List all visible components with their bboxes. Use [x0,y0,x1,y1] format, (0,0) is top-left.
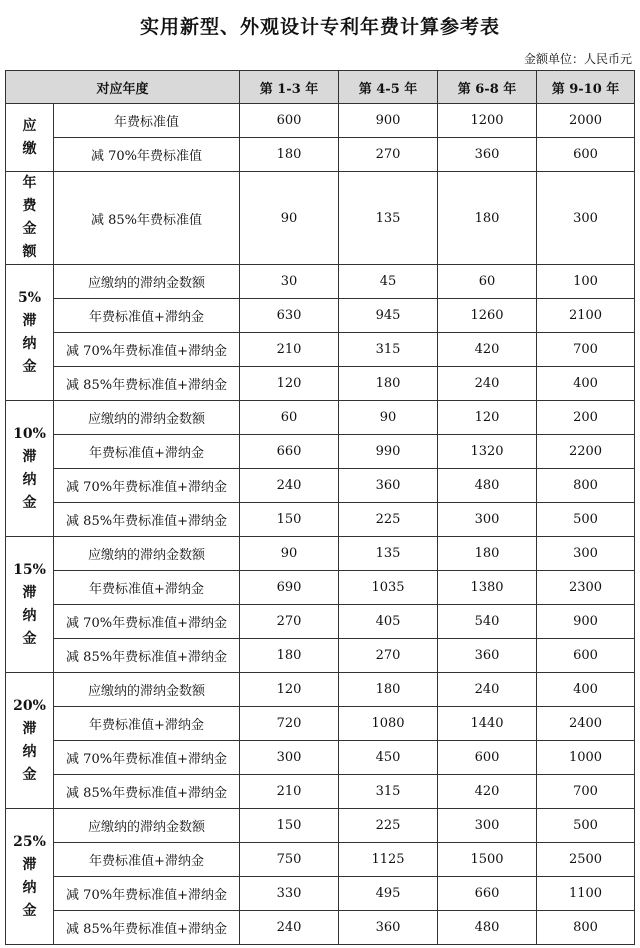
row-label: 年费标准值 [54,104,240,138]
group-label-line: 15% [13,561,46,578]
fee-value-cell: 330 [240,877,339,911]
fee-table [5,70,635,945]
fee-value-cell: 400 [537,367,635,401]
row-label: 年费标准值+滞纳金 [54,571,240,605]
row-label: 应缴纳的滞纳金数额 [54,673,240,707]
row-label: 减 70%年费标准值+滞纳金 [54,877,240,911]
fee-value-cell: 180 [438,537,537,571]
fee-value-cell: 1320 [438,435,537,469]
row-label: 减 85%年费标准值+滞纳金 [54,367,240,401]
fee-value-cell: 2300 [537,571,635,605]
fee-value-cell: 1260 [438,299,537,333]
group-label-line: 额 [22,244,37,260]
fee-value-cell: 2500 [537,843,635,877]
table-row [6,571,635,605]
fee-value-cell: 90 [339,401,438,435]
fee-value-cell: 500 [537,809,635,843]
fee-value-cell: 150 [240,503,339,537]
row-label: 年费标准值+滞纳金 [54,707,240,741]
group-label-line: 缴 [22,140,37,157]
fee-value-cell: 120 [438,401,537,435]
group-label-line: 滞 [22,312,37,329]
column-header: 第 9-10 年 [537,71,635,104]
fee-value-cell: 90 [240,537,339,571]
fee-value-cell: 60 [240,401,339,435]
fee-value-cell: 270 [240,605,339,639]
fee-value-cell: 180 [339,673,438,707]
row-label: 减 85%年费标准值 [54,172,240,265]
fee-value-cell: 90 [240,172,339,265]
fee-value-cell: 240 [438,367,537,401]
group-label-line: 纳 [22,743,37,760]
fee-value-cell: 180 [240,138,339,172]
group-label-line: 25% [13,833,46,850]
row-label: 应缴纳的滞纳金数额 [54,265,240,299]
fee-value-cell: 720 [240,707,339,741]
fee-value-cell: 180 [438,172,537,265]
fee-value-cell: 300 [438,503,537,537]
fee-value-cell: 1100 [537,877,635,911]
table-row [6,775,635,809]
table-row [6,503,635,537]
fee-value-cell: 1080 [339,707,438,741]
fee-value-cell: 1440 [438,707,537,741]
fee-value-cell: 270 [339,138,438,172]
group-label-line: 20% [13,697,46,714]
fee-value-cell: 1000 [537,741,635,775]
fee-value-cell: 480 [438,911,537,945]
fee-value-cell: 1380 [438,571,537,605]
table-row [6,741,635,775]
group-label-line: 年 [22,175,37,191]
row-label: 应缴纳的滞纳金数额 [54,809,240,843]
fee-value-cell: 2100 [537,299,635,333]
fee-value-cell: 945 [339,299,438,333]
group-label-line: 金 [22,766,37,783]
fee-value-cell: 270 [339,639,438,673]
fee-value-cell: 360 [339,911,438,945]
row-label: 减 85%年费标准值+滞纳金 [54,639,240,673]
group-label-line: 滞 [22,856,37,873]
group-label-line: 滞 [22,448,37,465]
fee-value-cell: 120 [240,673,339,707]
fee-value-cell: 700 [537,775,635,809]
fee-value-cell: 210 [240,775,339,809]
fee-value-cell: 210 [240,333,339,367]
group-label [6,401,54,537]
fee-value-cell: 660 [438,877,537,911]
row-label: 减 70%年费标准值+滞纳金 [54,605,240,639]
fee-value-cell: 300 [240,741,339,775]
currency-unit-note: 金额单位：人民币元 [523,52,632,66]
table-row [6,469,635,503]
fee-value-cell: 240 [438,673,537,707]
table-row [6,707,635,741]
fee-value-cell: 990 [339,435,438,469]
row-label: 年费标准值+滞纳金 [54,299,240,333]
fee-value-cell: 480 [438,469,537,503]
row-label: 减 70%年费标准值+滞纳金 [54,333,240,367]
group-label-line: 滞 [22,720,37,737]
table-row [6,299,635,333]
group-label [6,809,54,945]
fee-value-cell: 30 [240,265,339,299]
fee-value-cell: 240 [240,911,339,945]
table-row [6,138,635,172]
group-label [6,172,54,265]
row-label: 年费标准值+滞纳金 [54,435,240,469]
fee-value-cell: 360 [438,138,537,172]
fee-value-cell: 225 [339,809,438,843]
fee-value-cell: 700 [537,333,635,367]
fee-value-cell: 180 [339,367,438,401]
fee-value-cell: 150 [240,809,339,843]
table-row [6,877,635,911]
group-label-line: 金 [22,902,37,919]
table-body [6,104,635,945]
row-label: 减 85%年费标准值+滞纳金 [54,503,240,537]
row-label: 年费标准值+滞纳金 [54,843,240,877]
fee-value-cell: 405 [339,605,438,639]
table-row [6,843,635,877]
table-row [6,605,635,639]
row-label: 减 85%年费标准值+滞纳金 [54,911,240,945]
fee-value-cell: 225 [339,503,438,537]
table-header-row [6,71,635,104]
group-label-line: 纳 [22,607,37,624]
table-row [6,172,635,265]
fee-value-cell: 420 [438,775,537,809]
row-label: 减 70%年费标准值+滞纳金 [54,469,240,503]
fee-value-cell: 1125 [339,843,438,877]
column-header: 第 1-3 年 [240,71,339,104]
fee-value-cell: 900 [537,605,635,639]
group-label-line: 金 [22,221,37,237]
fee-value-cell: 600 [240,104,339,138]
fee-value-cell: 60 [438,265,537,299]
fee-value-cell: 300 [438,809,537,843]
fee-value-cell: 600 [438,741,537,775]
fee-value-cell: 495 [339,877,438,911]
table-row [6,265,635,299]
group-label-line: 金 [22,494,37,511]
fee-value-cell: 750 [240,843,339,877]
group-label-line: 10% [13,425,46,442]
fee-value-cell: 1200 [438,104,537,138]
fee-value-cell: 600 [537,138,635,172]
fee-value-cell: 360 [339,469,438,503]
fee-value-cell: 315 [339,333,438,367]
table-row [6,333,635,367]
column-header: 第 4-5 年 [339,71,438,104]
fee-value-cell: 1035 [339,571,438,605]
row-label: 减 85%年费标准值+滞纳金 [54,775,240,809]
group-label-line: 应 [22,117,37,134]
fee-value-cell: 300 [537,172,635,265]
table-row [6,911,635,945]
group-label-line: 滞 [22,584,37,601]
table-row [6,639,635,673]
fee-value-cell: 690 [240,571,339,605]
fee-value-cell: 450 [339,741,438,775]
table-row [6,809,635,843]
fee-value-cell: 45 [339,265,438,299]
fee-value-cell: 360 [438,639,537,673]
fee-value-cell: 660 [240,435,339,469]
group-label-line: 5% [17,289,42,306]
fee-value-cell: 600 [537,639,635,673]
group-label-line: 纳 [22,471,37,488]
group-label [6,537,54,673]
fee-value-cell: 420 [438,333,537,367]
fee-value-cell: 630 [240,299,339,333]
page-title: 实用新型、外观设计专利年费计算参考表 [139,16,500,38]
group-label-line: 费 [22,198,37,214]
group-label [6,265,54,401]
fee-value-cell: 120 [240,367,339,401]
fee-value-cell: 2400 [537,707,635,741]
fee-value-cell: 900 [339,104,438,138]
fee-value-cell: 240 [240,469,339,503]
column-header: 第 6-8 年 [438,71,537,104]
row-label: 减 70%年费标准值+滞纳金 [54,741,240,775]
fee-value-cell: 2200 [537,435,635,469]
group-label-line: 纳 [22,879,37,896]
fee-value-cell: 300 [537,537,635,571]
fee-value-cell: 400 [537,673,635,707]
table-row [6,104,635,138]
fee-value-cell: 180 [240,639,339,673]
group-label [6,673,54,809]
year-column-header: 对应年度 [6,71,240,104]
group-label-line: 纳 [22,335,37,352]
group-label-line: 金 [22,630,37,647]
group-label-line: 金 [22,358,37,375]
fee-value-cell: 800 [537,911,635,945]
row-label: 减 70%年费标准值 [54,138,240,172]
fee-value-cell: 2000 [537,104,635,138]
fee-value-cell: 1500 [438,843,537,877]
fee-value-cell: 800 [537,469,635,503]
table-row [6,537,635,571]
row-label: 应缴纳的滞纳金数额 [54,401,240,435]
fee-value-cell: 500 [537,503,635,537]
fee-value-cell: 100 [537,265,635,299]
group-label [6,104,54,172]
row-label: 应缴纳的滞纳金数额 [54,537,240,571]
table-row [6,367,635,401]
fee-value-cell: 540 [438,605,537,639]
fee-value-cell: 315 [339,775,438,809]
table-row [6,435,635,469]
fee-value-cell: 135 [339,172,438,265]
table-row [6,401,635,435]
table-row [6,673,635,707]
fee-value-cell: 200 [537,401,635,435]
fee-value-cell: 135 [339,537,438,571]
